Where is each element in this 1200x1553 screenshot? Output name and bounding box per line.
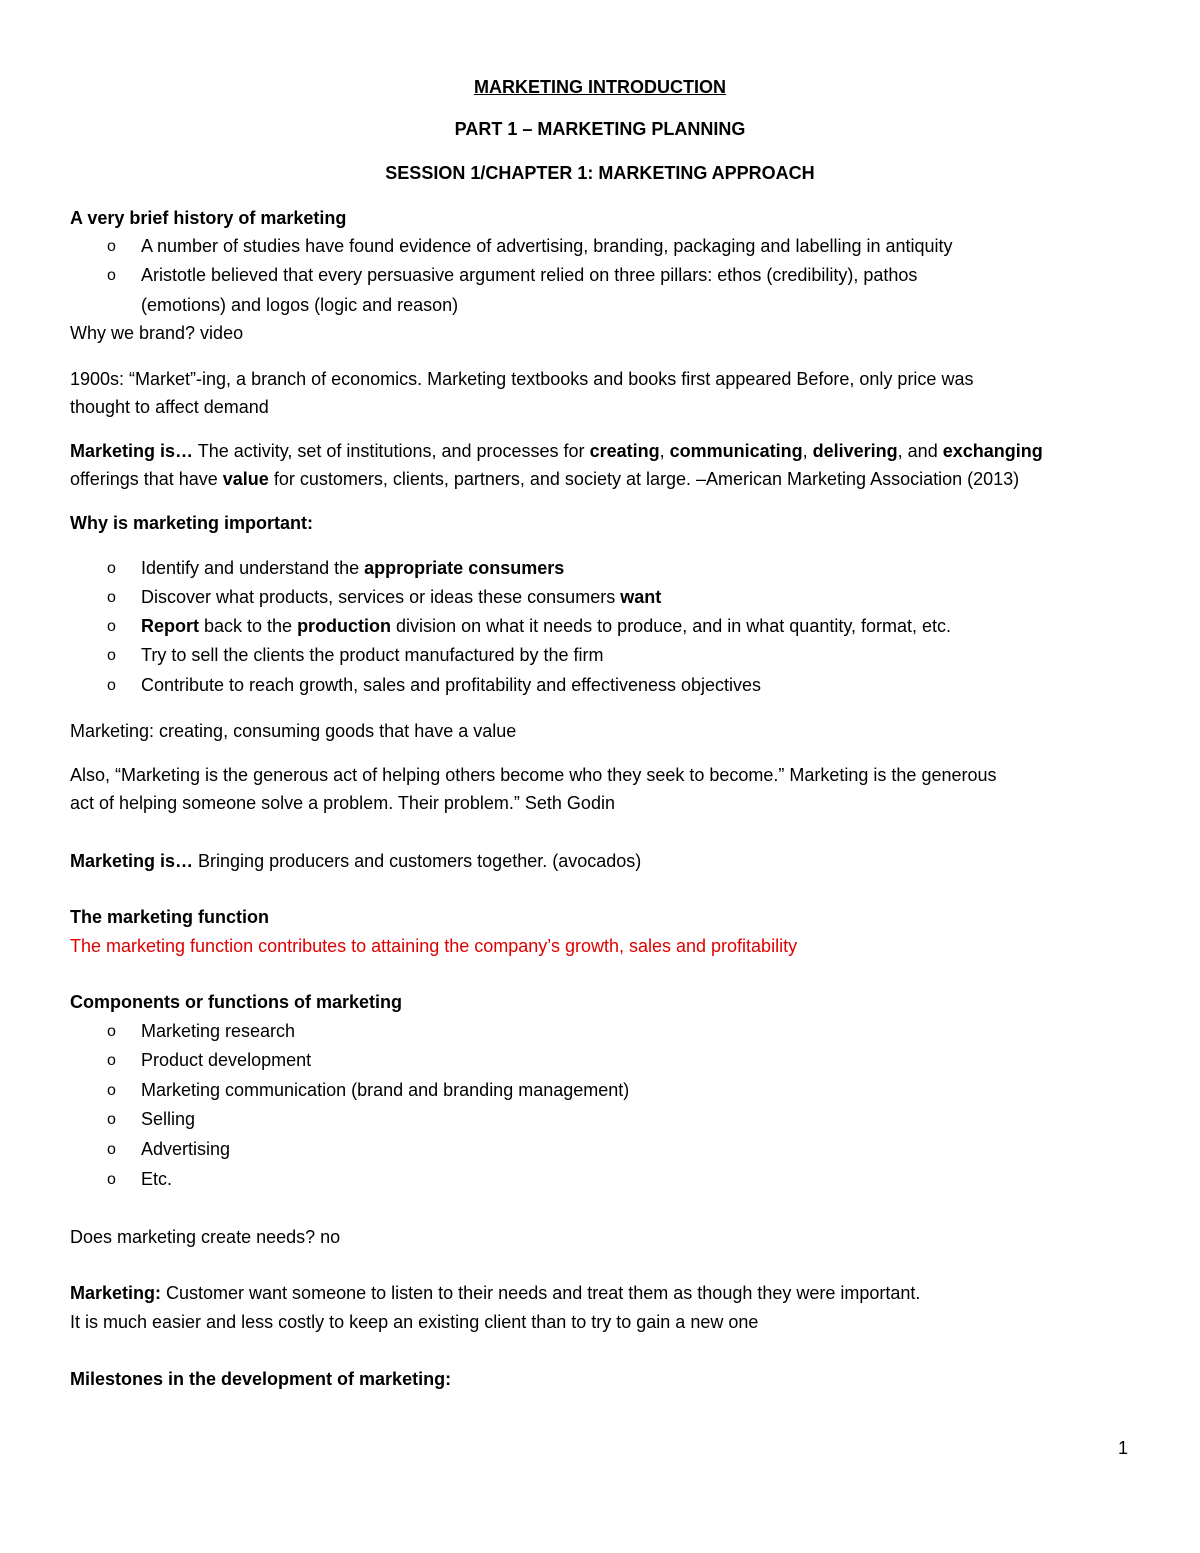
bullet-marker: o bbox=[107, 1052, 116, 1069]
importance-item-1 bbox=[141, 557, 564, 579]
definition-line-1 bbox=[70, 440, 1043, 462]
item-text: Discover what products, services or ideas these consumers bbox=[141, 587, 621, 607]
needs-question: Does marketing create needs? no bbox=[70, 1227, 341, 1247]
bullet-marker: o bbox=[107, 1111, 116, 1128]
keyword-exchanging: exchanging bbox=[942, 441, 1043, 461]
session-heading: SESSION 1/CHAPTER 1: MARKETING APPROACH bbox=[385, 163, 815, 183]
bullet-marker: o bbox=[107, 618, 116, 635]
separator: , bbox=[659, 441, 670, 461]
component-item-3: Marketing communication (brand and branding management) bbox=[141, 1080, 630, 1100]
importance-item-3 bbox=[141, 615, 951, 637]
item-text: back to the bbox=[199, 616, 298, 636]
importance-item-4: Try to sell the clients the product manufactured by the firm bbox=[141, 645, 604, 665]
keyword-value: value bbox=[222, 469, 269, 489]
creating-consuming-line: Marketing: creating, consuming goods that have a value bbox=[70, 721, 517, 741]
history-item-2: Aristotle believed that every persuasive argument relied on three pillars: ethos (credibility), pathos bbox=[141, 265, 918, 285]
importance-heading: Why is marketing important: bbox=[70, 513, 314, 533]
component-item-6: Etc. bbox=[141, 1169, 173, 1189]
item-text: division on what it needs to produce, and in what quantity, format, etc. bbox=[391, 616, 952, 636]
bullet-marker: o bbox=[107, 1141, 116, 1158]
page-number: 1 bbox=[1118, 1438, 1129, 1458]
why-brand-line: Why we brand? video bbox=[70, 323, 244, 343]
function-statement: The marketing function contributes to attaining the company’s growth, sales and profitability bbox=[70, 936, 798, 956]
godin-quote-line-2: act of helping someone solve a problem. Their problem.” Seth Godin bbox=[70, 793, 615, 813]
document-title: MARKETING INTRODUCTION bbox=[474, 77, 726, 97]
importance-item-2 bbox=[141, 586, 661, 608]
milestones-heading: Milestones in the development of marketing: bbox=[70, 1369, 452, 1389]
bringing-text: Bringing producers and customers together. (avocados) bbox=[193, 851, 642, 871]
definition-text: offerings that have bbox=[70, 469, 223, 489]
item-emphasis: Report bbox=[141, 616, 199, 636]
importance-item-5: Contribute to reach growth, sales and profitability and effectiveness objectives bbox=[141, 675, 762, 695]
history-item-2-continued: (emotions) and logos (logic and reason) bbox=[141, 295, 459, 315]
keyword-delivering: delivering bbox=[812, 441, 898, 461]
bullet-marker: o bbox=[107, 267, 116, 284]
item-emphasis: production bbox=[297, 616, 392, 636]
bullet-marker: o bbox=[107, 647, 116, 664]
definition-text: The activity, set of institutions, and processes for bbox=[193, 441, 590, 461]
function-heading: The marketing function bbox=[70, 907, 270, 927]
keyword-communicating: communicating bbox=[669, 441, 803, 461]
history-heading: A very brief history of marketing bbox=[70, 208, 347, 228]
customer-text: Customer want someone to listen to their needs and treat them as though they were important. bbox=[161, 1283, 921, 1303]
bullet-marker: o bbox=[107, 1171, 116, 1188]
part-heading: PART 1 – MARKETING PLANNING bbox=[454, 119, 746, 139]
component-item-4: Selling bbox=[141, 1109, 196, 1129]
bringing-line bbox=[70, 850, 641, 872]
bullet-marker: o bbox=[107, 677, 116, 694]
item-text: Identify and understand the bbox=[141, 558, 365, 578]
bullet-marker: o bbox=[107, 560, 116, 577]
item-emphasis: want bbox=[620, 587, 662, 607]
history-item-1: A number of studies have found evidence of advertising, branding, packaging and labelling in antiquity bbox=[141, 236, 953, 256]
customer-line-2: It is much easier and less costly to keep an existing client than to try to gain a new one bbox=[70, 1312, 759, 1332]
customer-line-1 bbox=[70, 1282, 920, 1304]
component-item-5: Advertising bbox=[141, 1139, 231, 1159]
bullet-marker: o bbox=[107, 589, 116, 606]
bullet-marker: o bbox=[107, 238, 116, 255]
paragraph-1900s-line-1: 1900s: “Market”-ing, a branch of economics. Marketing textbooks and books first appeared Before, only price was bbox=[70, 369, 974, 389]
item-emphasis: appropriate consumers bbox=[364, 558, 565, 578]
separator: , bbox=[802, 441, 813, 461]
customer-lead: Marketing: bbox=[70, 1283, 162, 1303]
bullet-marker: o bbox=[107, 1023, 116, 1040]
definition-text: for customers, clients, partners, and society at large. –American Marketing Association (2013) bbox=[268, 469, 1020, 489]
component-item-1: Marketing research bbox=[141, 1021, 296, 1041]
bullet-marker: o bbox=[107, 1082, 116, 1099]
components-heading: Components or functions of marketing bbox=[70, 992, 403, 1012]
bringing-lead: Marketing is… bbox=[70, 851, 194, 871]
component-item-2: Product development bbox=[141, 1050, 312, 1070]
keyword-creating: creating bbox=[589, 441, 660, 461]
godin-quote-line-1: Also, “Marketing is the generous act of helping others become who they seek to become.” Marketing is the generous bbox=[70, 765, 997, 785]
paragraph-1900s-line-2: thought to affect demand bbox=[70, 397, 269, 417]
separator: , and bbox=[897, 441, 943, 461]
definition-line-2 bbox=[70, 468, 1019, 490]
definition-lead: Marketing is… bbox=[70, 441, 194, 461]
